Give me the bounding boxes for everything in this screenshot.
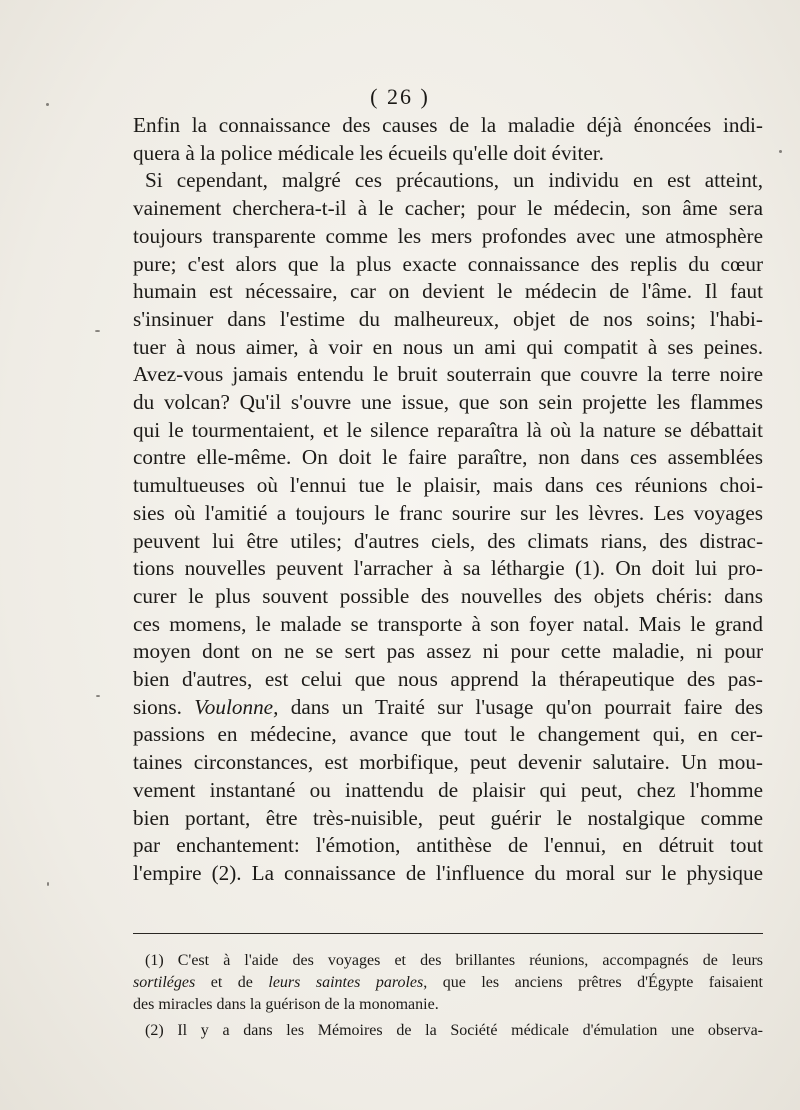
footnote-1-line: (1) C'est à l'aide des voyages et des brillantes réunions, accompagnés de leurs — [145, 952, 763, 969]
text-line: pure; c'est alors que la plus exacte connaissance des replis du cœur — [133, 251, 763, 276]
text-line: passions en médecine, avance que tout le changement qui, en cer- — [133, 722, 763, 747]
footnote-1-line: des miracles dans la guérison de la monomanie. — [133, 995, 439, 1013]
scan-speck — [47, 882, 49, 886]
text-line: vainement cherchera-t-il à le cacher; pour le médecin, son âme sera — [133, 196, 763, 221]
scan-speck — [779, 150, 782, 153]
footnote-1-line — [133, 972, 763, 994]
footnotes — [133, 950, 763, 1042]
text-line: bien portant, être très-nuisible, peut guérir le nostalgique comme — [133, 805, 763, 830]
text-line: Enfin la connaissance des causes de la maladie déjà énoncées indi- — [133, 113, 763, 137]
text-line: qui le tourmentaient, et le silence reparaîtra là où la nature se débattait — [133, 417, 763, 442]
text-line: bien d'autres, est celui que nous apprend la thérapeutique des pas- — [133, 667, 763, 692]
scan-speck — [46, 103, 49, 106]
text-line: sies où l'amitié a toujours le franc sourire sur les lèvres. Les voyages — [133, 500, 763, 525]
text-line: taines circonstances, est morbifique, peut devenir salutaire. Un mou- — [133, 750, 763, 775]
scan-speck — [95, 330, 100, 332]
text-line: contre elle-même. On doit le faire paraître, non dans ces assemblées — [133, 445, 763, 470]
text-fragment: , que les anciens prêtres d'Égypte faisaient — [423, 973, 764, 991]
footnote-divider — [133, 933, 763, 934]
text-line: humain est nécessaire, car on devient le médecin de l'âme. Il faut — [133, 279, 763, 304]
scan-speck — [96, 695, 100, 697]
text-line: Si cependant, malgré ces précautions, un individu en est atteint, — [145, 168, 763, 193]
text-line: l'empire (2). La connaissance de l'influence du moral sur le physique — [133, 860, 763, 885]
text-line: du volcan? Qu'il s'ouvre une issue, que son sein projette les flammes — [133, 390, 763, 415]
text-line: tions nouvelles peuvent l'arracher à sa léthargie (1). On doit lui pro- — [133, 556, 763, 581]
italic-term: sortiléges — [133, 973, 196, 991]
text-line: moyen dont on ne se sert pas assez ni pour cette maladie, ni pour — [133, 639, 763, 664]
text-fragment: sions. — [133, 694, 182, 719]
italic-term: leurs saintes paroles — [268, 973, 424, 991]
text-line: quera à la police médicale les écueils qu'elle doit éviter. — [133, 140, 604, 165]
footnote-2-line: (2) Il y a dans les Mémoires de la Société médicale d'émulation une observa- — [145, 1022, 763, 1040]
text-line: toujours transparente comme les mers profondes avec une atmosphère — [133, 223, 763, 248]
text-line: tumultueuses où l'ennui tue le plaisir, mais dans ces réunions choi- — [133, 473, 763, 498]
text-fragment: et de — [210, 973, 253, 991]
text-line: vement instantané ou inattendu de plaisir qui peut, chez l'homme — [133, 777, 763, 802]
text-fragment: dans un Traité sur l'usage qu'on pourrait faire des — [290, 694, 764, 719]
text-line: ces momens, le malade se transporte à son foyer natal. Mais le grand — [133, 611, 763, 636]
text-line-with-author — [133, 694, 763, 722]
text-line: par enchantement: l'émotion, antithèse de l'ennui, en détruit tout — [133, 833, 763, 858]
author-name: Voulonne, — [194, 694, 279, 719]
main-text — [133, 112, 763, 888]
text-line: curer le plus souvent possible des nouvelles des objets chéris: dans — [133, 583, 763, 608]
text-line: peuvent lui être utiles; d'autres ciels, des climats rians, des distrac- — [133, 528, 763, 553]
text-line: s'insinuer dans l'estime du malheureux, objet de nos soins; l'habi- — [133, 306, 763, 331]
page-number: ( 26 ) — [370, 84, 430, 109]
text-line: Avez-vous jamais entendu le bruit souterrain que couvre la terre noire — [133, 362, 763, 387]
text-line: tuer à nous aimer, à voir en nous un ami qui compatit à ses peines. — [133, 334, 763, 359]
